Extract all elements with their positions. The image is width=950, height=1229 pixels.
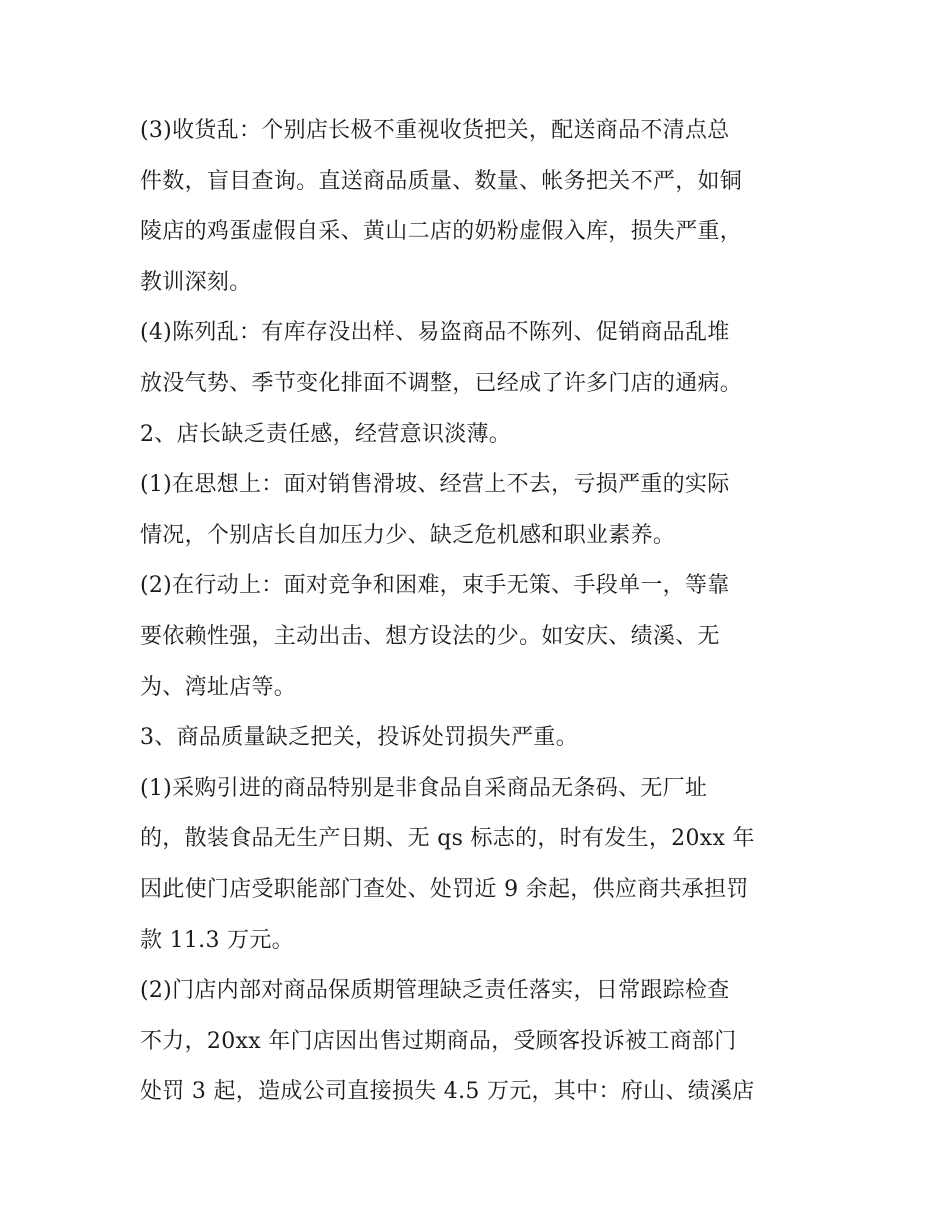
text-line: 因此使门店受职能部门查处、处罚近 9 余起，供应商共承担罚 bbox=[140, 876, 749, 902]
document-body bbox=[140, 106, 830, 1118]
text-line: 件数，盲目查询。直送商品质量、数量、帐务把关不严，如铜 bbox=[140, 168, 743, 194]
text-line: 不力，20xx 年门店因出售过期商品，受顾客投诉被工商部门 bbox=[140, 1028, 737, 1054]
text-line: 情况，个别店长自加压力少、缺乏危机感和职业素养。 bbox=[140, 522, 676, 548]
text-line: 的，散装食品无生产日期、无 qs 标志的，时有发生，20xx 年 bbox=[140, 826, 755, 852]
text-line: (1)采购引进的商品特别是非食品自采商品无条码、无厂址 bbox=[140, 775, 708, 801]
text-line: 处罚 3 起，造成公司直接损失 4.5 万元，其中：府山、绩溪店 bbox=[140, 1079, 755, 1105]
text-line: (2)门店内部对商品保质期管理缺乏责任落实，日常跟踪检查 bbox=[140, 978, 730, 1004]
text-line: 为、湾址店等。 bbox=[140, 674, 297, 700]
section-heading: 3、商品质量缺乏把关，投诉处罚损失严重。 bbox=[140, 725, 578, 751]
text-line: (3)收货乱：个别店长极不重视收货把关，配送商品不清点总 bbox=[140, 118, 730, 143]
text-line: (2)在行动上：面对竞争和困难，束手无策、手段单一，等靠 bbox=[140, 573, 730, 599]
text-line: 陵店的鸡蛋虚假自采、黄山二店的奶粉虚假入库，损失严重， bbox=[140, 219, 743, 245]
section-heading: 2、店长缺乏责任感，经营意识淡薄。 bbox=[140, 421, 512, 447]
text-line: (4)陈列乱：有库存没出样、易盗商品不陈列、促销商品乱堆 bbox=[140, 320, 730, 346]
text-line: 放没气势、季节变化排面不调整，已经成了许多门店的通病。 bbox=[140, 370, 743, 396]
text-line: 款 11.3 万元。 bbox=[140, 927, 294, 953]
text-line: 要依赖性强，主动出击、想方设法的少。如安庆、绩溪、无 bbox=[140, 623, 720, 649]
text-line: (1)在思想上：面对销售滑坡、经营上不去，亏损严重的实际 bbox=[140, 472, 730, 498]
text-line: 教训深刻。 bbox=[140, 269, 252, 295]
